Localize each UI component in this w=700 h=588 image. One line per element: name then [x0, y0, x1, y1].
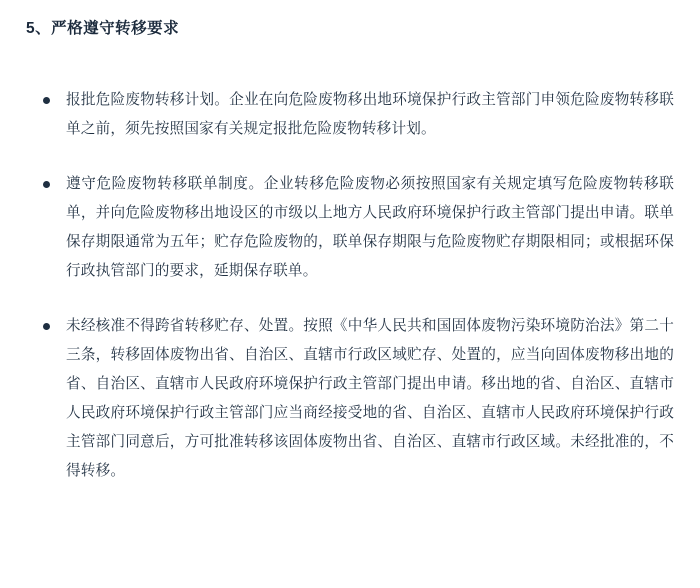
- list-item-text: 遵守危险废物转移联单制度。企业转移危险废物必须按照国家有关规定填写危险废物转移联单，并向危险废物移出地设区的市级以上地方人民政府环境保护行政主管部门提出申请。联单保存期限通常为五年；贮存危险废物的，联单保存期限与危险废物贮存期限相同；或根据环保行政执管部门的要求，延期保存联单。: [66, 175, 674, 279]
- bullet-dot-icon: [43, 323, 50, 330]
- bullet-dot-icon: [43, 97, 50, 104]
- page-title: 5、严格遵守转移要求: [26, 20, 180, 37]
- list-item-text: 未经核准不得跨省转移贮存、处置。按照《中华人民共和国固体废物污染环境防治法》第二十三条，转移固体废物出省、自治区、直辖市行政区域贮存、处置的，应当向固体废物移出地的省、自治区、直辖市人民政府环境保护行政主管部门提出申请。移出地的省、自治区、直辖市人民政府环境保护行政主管部门应当商经接受地的省、自治区、直辖市人民政府环境保护行政主管部门同意后，方可批准转移该固体废物出省、自治区、直辖市行政区域。未经批准的，不得转移。: [66, 317, 674, 479]
- requirements-list: [26, 86, 674, 486]
- list-item: [40, 312, 674, 486]
- list-item: [40, 86, 674, 144]
- list-item-text: 报批危险废物转移计划。企业在向危险废物移出地环境保护行政主管部门申领危险废物转移联单之前，须先按照国家有关规定报批危险废物转移计划。: [66, 91, 674, 137]
- bullet-dot-icon: [43, 181, 50, 188]
- list-item: [40, 170, 674, 286]
